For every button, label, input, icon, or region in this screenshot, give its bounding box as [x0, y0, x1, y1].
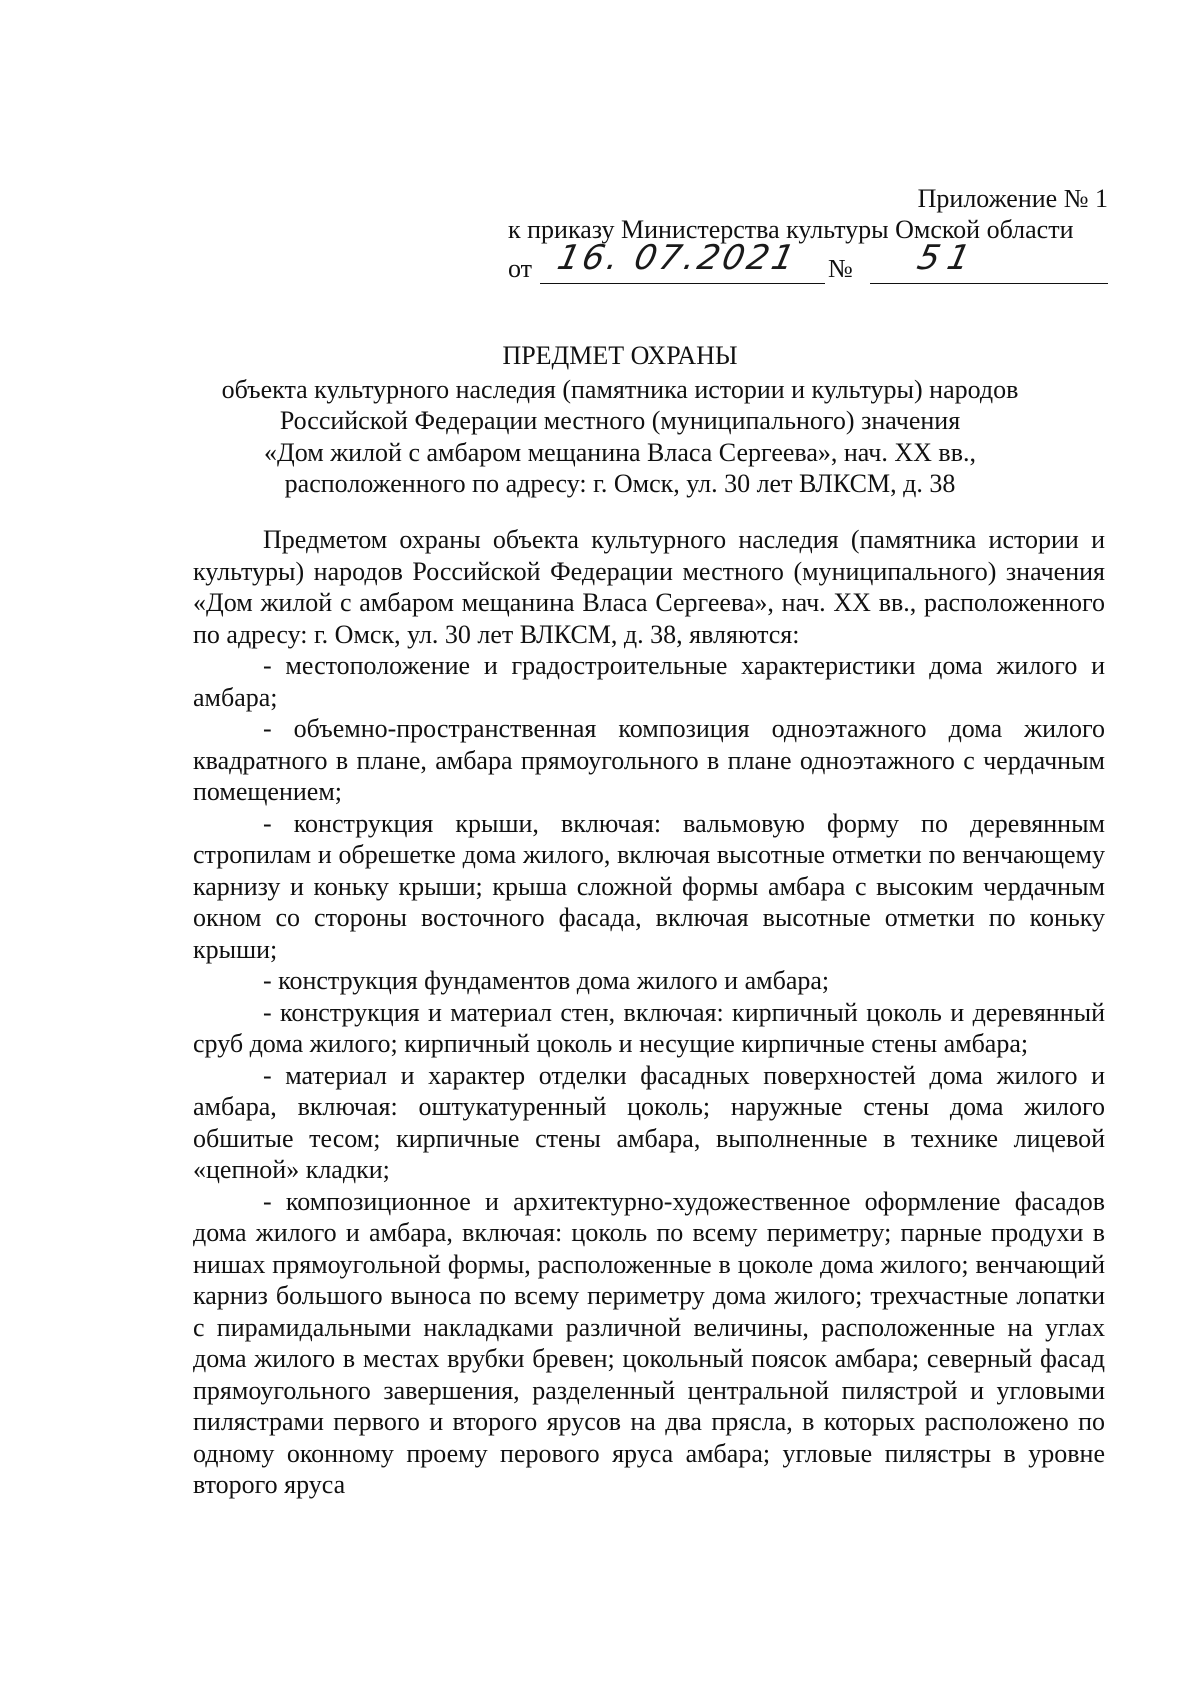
body-paragraph: - конструкция и материал стен, включая: кирпичный цоколь и деревянный сруб дома жилого; кирпичный цоколь и несущие кирпичные стены амбара; [193, 997, 1105, 1058]
title-line: Российской Федерации местного (муниципального) значения [279, 406, 961, 435]
title-line: объекта культурного наследия (памятника истории и культуры) народов [221, 374, 1019, 404]
title-line: расположенного по адресу: г. Омск, ул. 30 лет ВЛКСМ, д. 38 [284, 469, 956, 498]
appendix-number: Приложение № 1 [917, 184, 1108, 213]
body-paragraph: - объемно-пространственная композиция одноэтажного дома жилого квадратного в плане, амбара прямоугольного в плане одноэтажного с чердачным помещением; [193, 714, 1105, 806]
order-date-row [508, 238, 1108, 289]
body-paragraph: - местоположение и градостроительные характеристики дома жилого и амбара; [193, 651, 1105, 712]
body-paragraph: - композиционное и архитектурно-художественное оформление фасадов дома жилого и амбара, включая: цоколь по всему периметру; парные продухи в нишах прямоугольной формы, расположенные в цоколе дома жилого; венчающий карниз большого выноса по всему периметру дома жилого; трехчастные лопатки с пирамидальными накладками различной величины, расположенные на углах дома жилого в местах врубки бревен; цокольный поясок амбара; северный фасад прямоугольного завершения, разделенный центральной пилястрой и угловыми пилястрами первого и второго ярусов на два прясла, в которых расположено по одному оконному проему перового яруса амбара; угловые пилястры в уровне второго яруса [193, 1186, 1105, 1499]
document-title [150, 340, 1090, 500]
number-field [870, 238, 1108, 284]
body-paragraph: Предметом охраны объекта культурного наследия (памятника истории и культуры) народов Российской Федерации местного (муниципального) значения «Дом жилой с амбаром мещанина Власа Сергеева», нач. XX вв., расположенного по адресу: г. Омск, ул. 30 лет ВЛКСМ, д. 38, являются: [193, 525, 1105, 649]
handwritten-number: 51 [913, 238, 982, 278]
date-field [540, 238, 825, 284]
date-prefix: от [508, 254, 533, 283]
order-reference: к приказу Министерства культуры Омской области [508, 215, 1074, 244]
title-line: «Дом жилой с амбаром мещанина Власа Сергеева», нач. XX вв., [264, 437, 976, 467]
body-paragraph: - конструкция фундаментов дома жилого и амбара; [263, 966, 830, 995]
title-main: ПРЕДМЕТ ОХРАНЫ [502, 341, 738, 370]
document-body [193, 524, 1105, 1501]
body-paragraph: - конструкция крыши, включая: вальмовую форму по деревянным стропилам и обрешетке дома жилого, включая высотные отметки по венчающему карнизу и коньку крыши; крыша сложной формы амбара с высоким чердачным окном со стороны восточного фасада, включая высотные отметки по коньку крыши; [193, 808, 1105, 964]
number-sign: № [828, 254, 853, 283]
body-paragraph: - материал и характер отделки фасадных поверхностей дома жилого и амбара, включая: оштукатуренный цоколь; наружные стены дома жилого обшитые тесом; кирпичные стены амбара, выполненные в технике лицевой «цепной» кладки; [193, 1060, 1105, 1184]
handwritten-date: 16. 07.2021 [553, 238, 801, 278]
appendix-header [508, 183, 1108, 289]
